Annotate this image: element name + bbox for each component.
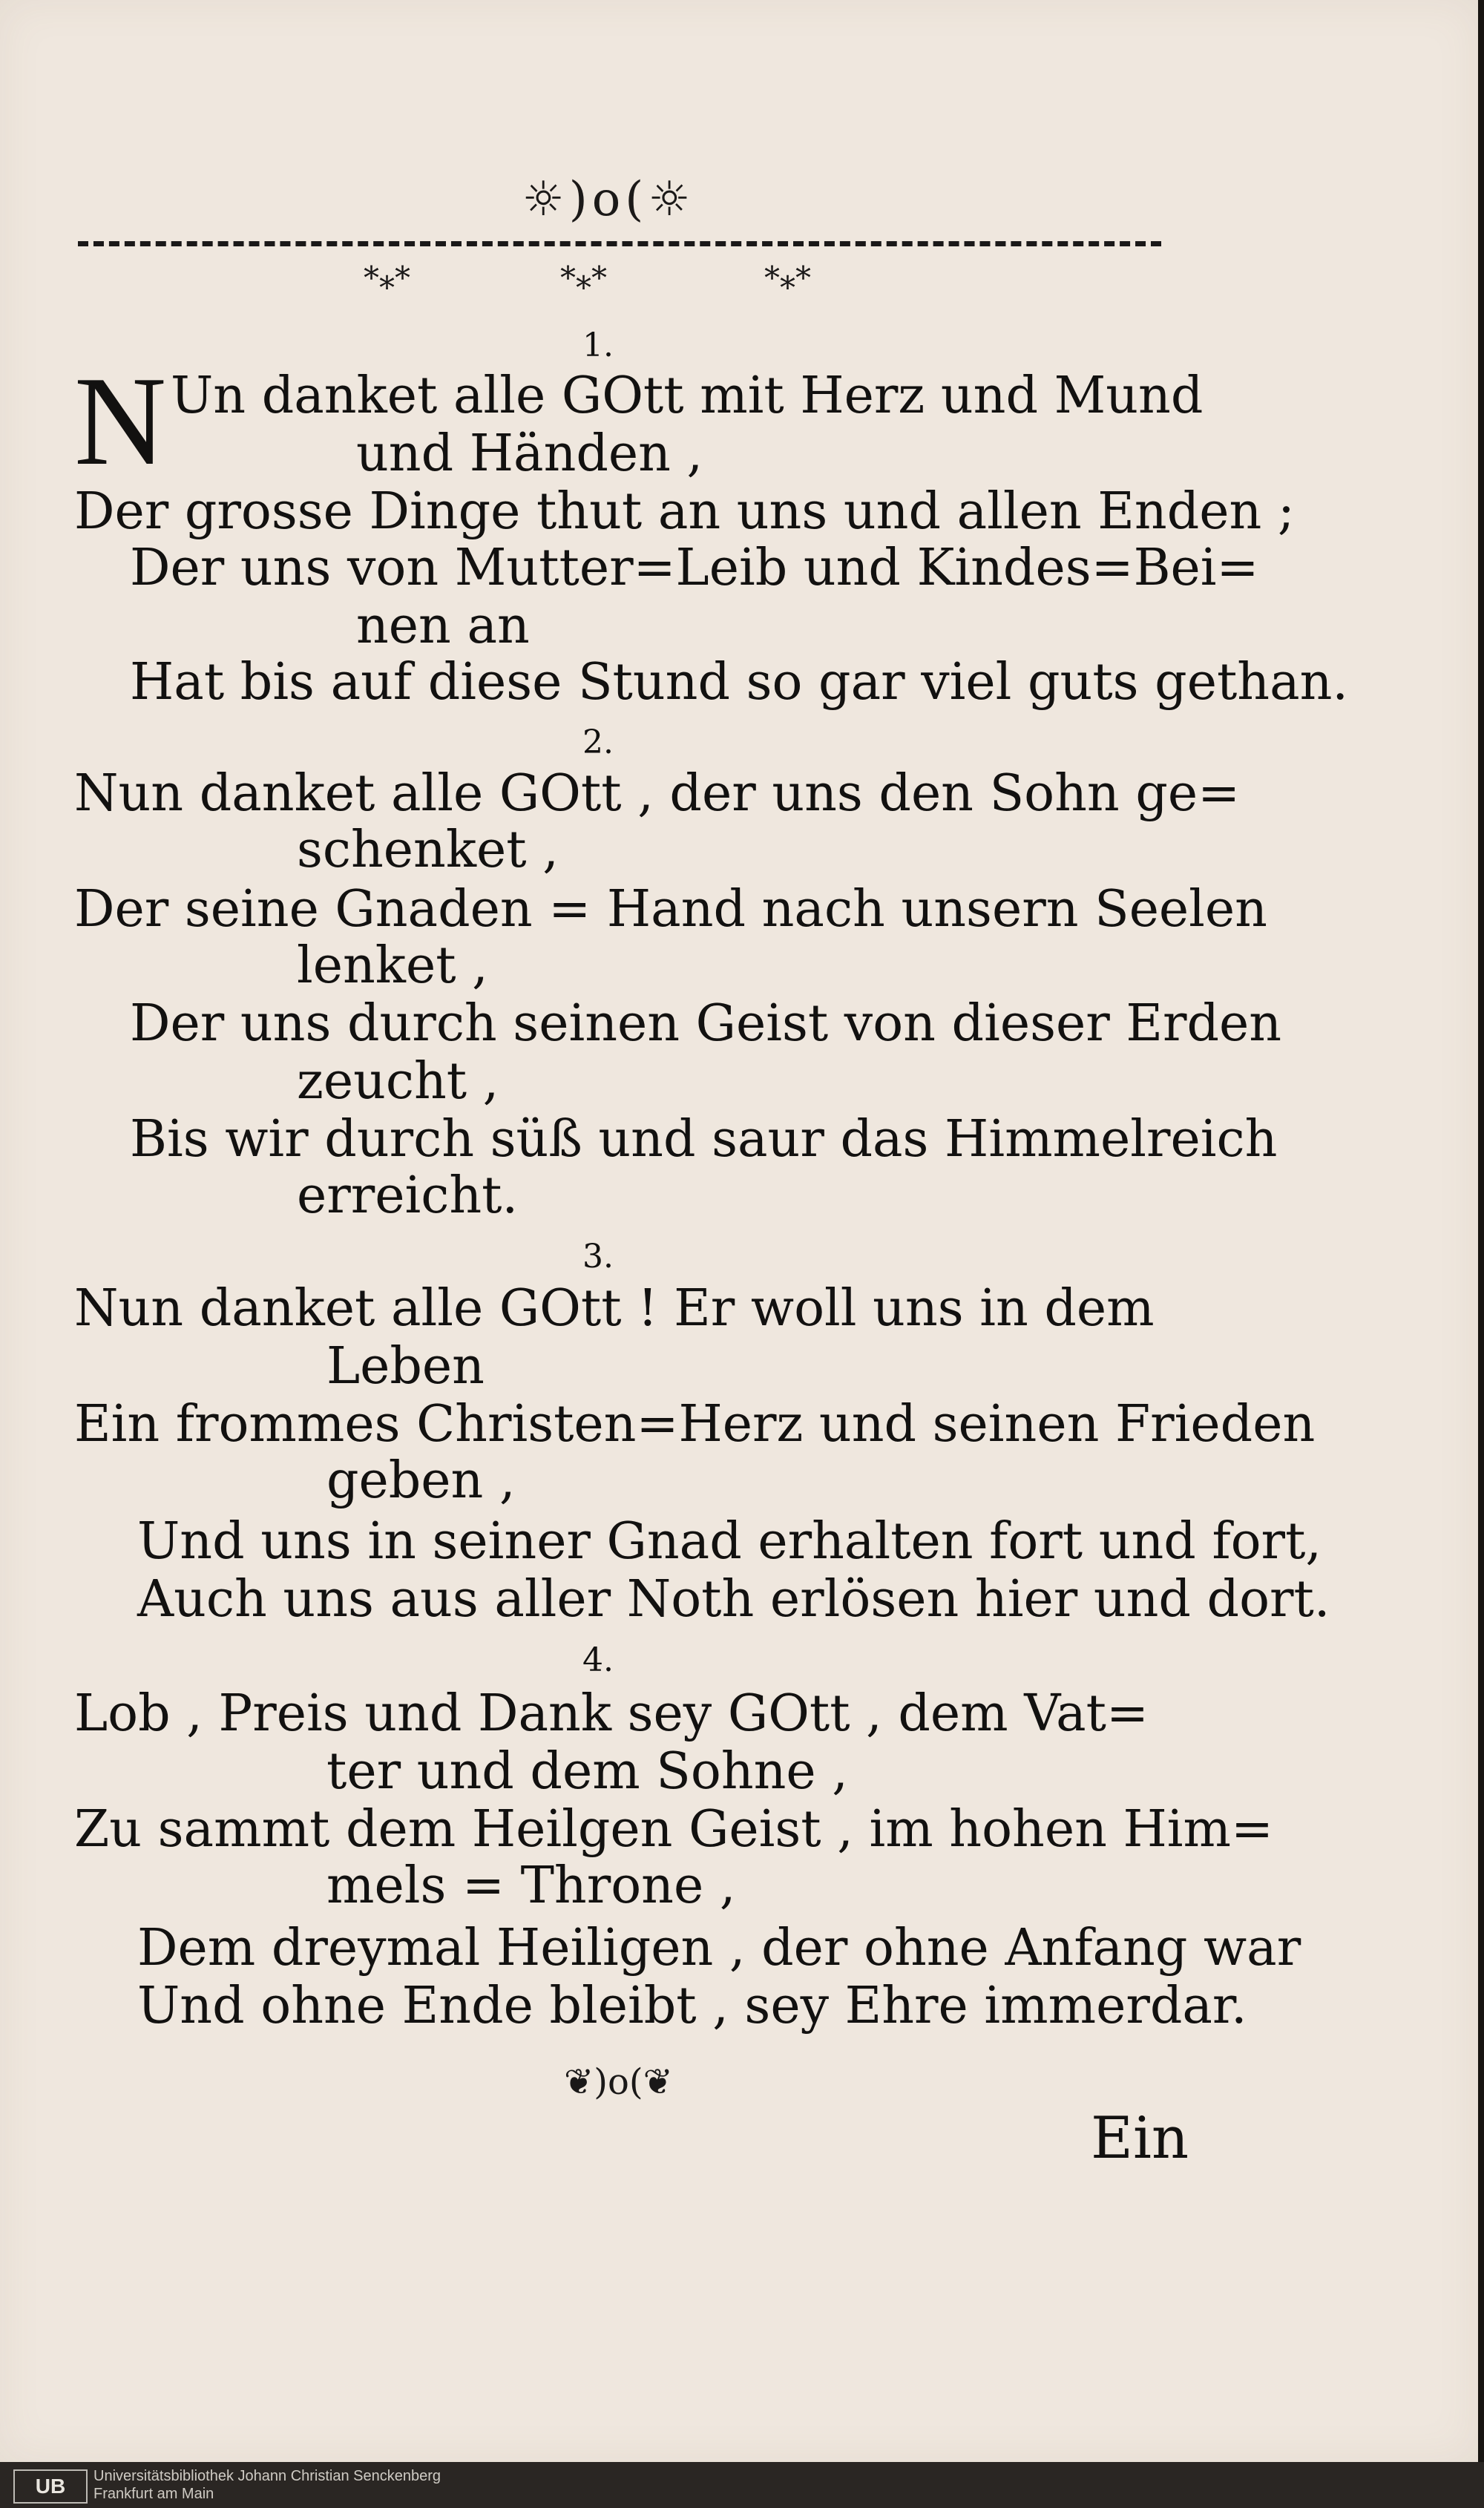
ub-logo: UB [13,2469,88,2504]
verse-line: Lob , Preis und Dank sey GOtt , dem Vat= [74,1684,1149,1743]
footer-library-name: Universitätsbibliothek Johann Christian Senckenberg [93,2468,441,2484]
verse-line: Bis wir durch süß und saur das Himmelreich [130,1110,1278,1169]
verse-line: lenket , [297,936,488,995]
verse-line: Dem dreymal Heiligen , der ohne Anfang war [137,1919,1301,1977]
asterism-right: *⁎* [764,260,811,296]
verse-line: Un danket alle GOtt mit Herz und Mund [171,367,1204,425]
stanza-number: 2. [582,723,614,761]
verse-line: Ein frommes Christen=Herz und seinen Frieden [74,1395,1316,1454]
verse-line: Der grosse Dinge thut an uns und allen Enden ; [74,482,1295,541]
asterism-center: *⁎* [560,260,607,296]
stanza-number: 3. [582,1238,614,1276]
verse-line: Der uns durch seinen Geist von dieser Erden [130,994,1282,1053]
asterism-left: *⁎* [364,260,410,296]
drop-cap: N [74,351,167,492]
header-rule [78,241,1161,246]
catchword: Ein [1091,2105,1189,2172]
verse-line: geben , [326,1451,516,1510]
verse-line: Auch uns aus aller Noth erlösen hier und dort. [137,1570,1330,1629]
verse-line: Nun danket alle GOtt , der uns den Sohn ge= [74,764,1241,823]
verse-line: ter und dem Sohne , [326,1742,848,1801]
verse-line: Und uns in seiner Gnad erhalten fort und fort, [137,1512,1322,1571]
verse-line: zeucht , [297,1052,499,1111]
running-head: ☼)o(☼ [522,172,695,227]
verse-line: nen an [356,597,530,655]
stanza-number: 4. [582,1641,614,1679]
verse-line: und Händen , [356,424,703,483]
verse-line: Zu sammt dem Heilgen Geist , im hohen Him= [74,1800,1273,1859]
verse-line: Der uns von Mutter=Leib und Kindes=Bei= [130,539,1259,597]
verse-line: Der seine Gnaden = Hand nach unsern Seelen [74,880,1267,939]
tailpiece-ornament: ❦)o(❦ [564,2061,673,2103]
verse-line: Und ohne Ende bleibt , sey Ehre immerdar. [137,1977,1247,2035]
verse-line: Nun danket alle GOtt ! Er woll uns in dem [74,1279,1155,1338]
verse-line: Hat bis auf diese Stund so gar viel guts gethan. [130,653,1349,712]
verse-line: Leben [326,1337,485,1396]
verse-line: erreicht. [297,1166,519,1225]
verse-line: mels = Throne , [326,1857,736,1915]
stanza-number: 1. [582,326,614,364]
footer-location: Frankfurt am Main [93,2486,214,2502]
verse-line: schenket , [297,821,559,879]
